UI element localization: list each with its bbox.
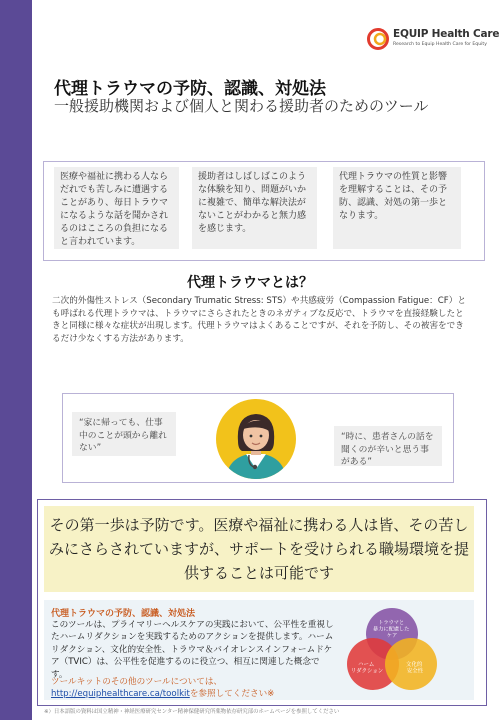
quote-card: 医療や福祉に携わる人ならだれでも苦しみに遭遇することがあり、毎日トラウマになるような話を聞かされるのはこころの負担になると言われています。 <box>54 167 179 249</box>
quote-card: 援助者はしばしばこのような体験を知り、問題がいかに複雑で、簡単な解決法がないことがわかると無力感を感じます。 <box>192 167 317 249</box>
toolkit-link-suffix: を参照してください※ <box>189 689 275 699</box>
page-title: 代理トラウマの予防、認識、対処法 <box>54 79 326 99</box>
toolkit-more-text: ツールキットのその他のツールについては、 <box>51 677 223 687</box>
venn-label-left: ハーム リダクション <box>350 662 384 675</box>
tool-description: このツールは、プライマリーヘルスケアの実践において、公平性を重視したハームリダクションを実践するためのアクションを提供します。ハームリダクション、文化的安全性、トラウマ＆バイオレンスインフォームドケア（TVIC）は、公平性を促進するのに役立つ、相互に関連した概念です。 <box>51 620 334 680</box>
logo-name: EQUIP Health Care <box>393 28 500 40</box>
page-subtitle: 一般援助機関および個人と関わる援助者のためのツール <box>54 97 429 115</box>
left-accent-bar <box>0 0 32 720</box>
toolkit-link-line <box>51 687 274 699</box>
logo-tagline: Research to Equip Health Care for Equity <box>393 42 487 47</box>
highlight-text: その第一歩は予防です。医療や福祉に携わる人は皆、その苦しみにさらされていますが、サポートを受けられる職場環境を提供することは可能です <box>48 516 469 582</box>
health-worker-icon <box>216 399 296 479</box>
speech-bubble-right: “時に、患者さんの話を聞くのが辛いと思う事がある” <box>334 426 442 466</box>
quote-card: 代理トラウマの性質と影響を理解することは、その予防、認識、対処の第一歩となります。 <box>333 167 461 249</box>
definition-body: 二次的外傷性ストレス（Secondary Trumatic Stress: STS）や共感疲労（Compassion Fatigue：CF）とも呼ばれる代理トラウマは、トラウマにさらされたときのネガティブな反応で、トラウマを直接経験したときと同様に様々な症状が出現します。代理トラウマはよくあることですが、それを予防し、その被害をできるだけ少なくする方法があります。 <box>52 296 466 344</box>
footnote: ※）日本語版の資料は国立精神・神経医療研究センター精神保健研究所薬物依存研究部のホームページを参照してください <box>44 709 340 715</box>
definition-heading: 代理トラウマとは？ <box>187 275 313 291</box>
equip-logo-icon <box>366 27 390 51</box>
venn-label-right: 文化的 安全性 <box>406 662 424 675</box>
tool-title: 代理トラウマの予防、認識、対処法 <box>51 609 196 619</box>
equip-logo <box>366 27 500 53</box>
toolkit-link[interactable]: http://equiphealthcare.ca/toolkit <box>51 689 190 699</box>
equity-venn-diagram <box>344 604 440 696</box>
venn-label-top: トラウマと 暴力に配慮した ケア <box>373 620 410 639</box>
speech-bubble-left: “家に帰っても、仕事中のことが頭から離れない” <box>72 412 176 456</box>
